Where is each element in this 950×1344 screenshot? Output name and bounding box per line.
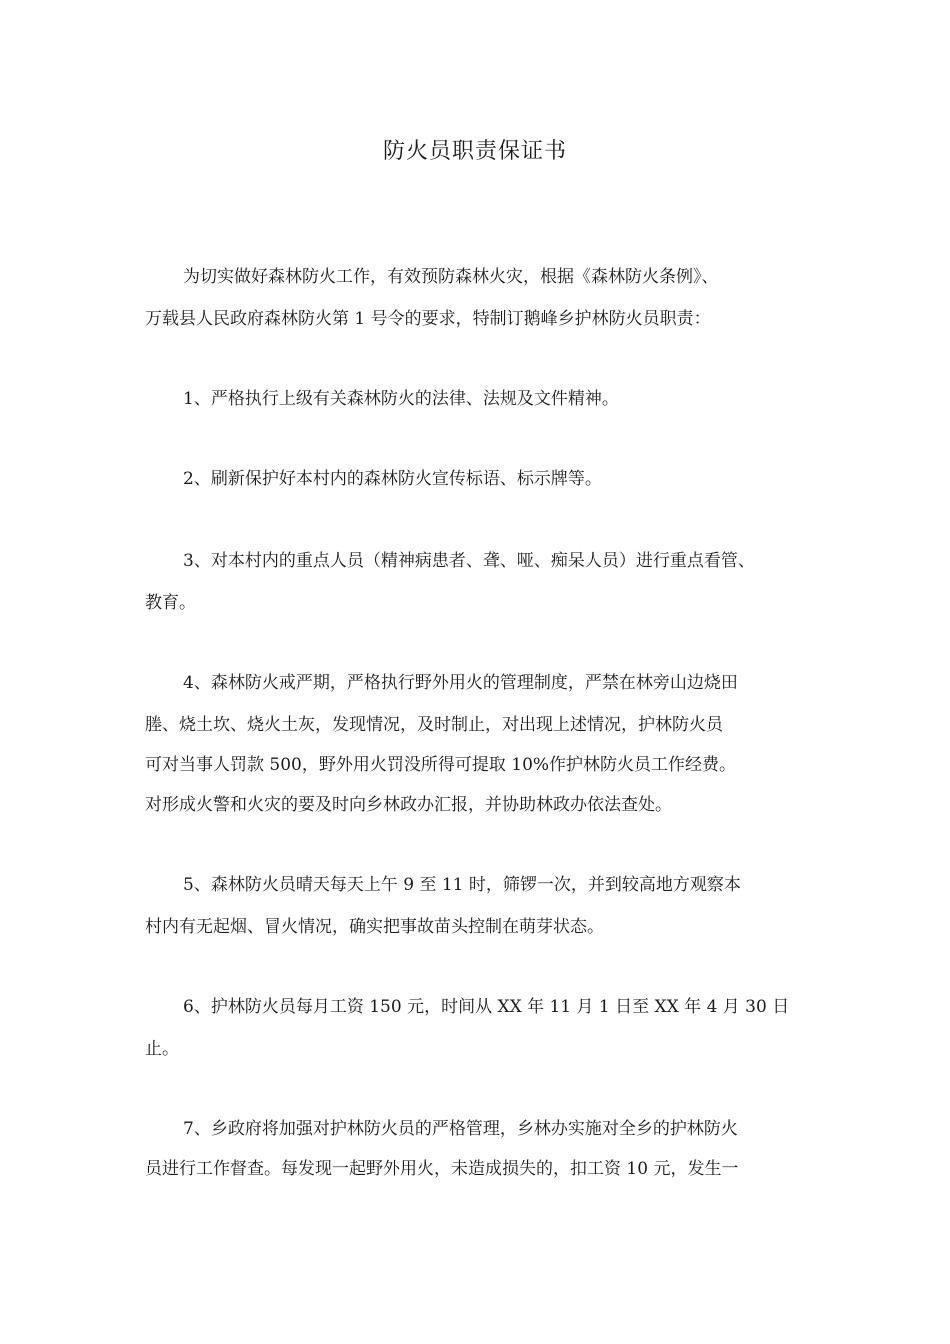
item-2-line-1: 2、刷新保护好本村内的森林防火宣传标语、标示牌等。 bbox=[183, 469, 602, 489]
item-7-line-1: 7、乡政府将加强对护林防火员的严格管理，乡林办实施对全乡的护林防火 bbox=[183, 1119, 738, 1139]
intro-line-1: 为切实做好森林防火工作，有效预防森林火灾，根据《森林防火条例》、 bbox=[183, 267, 719, 287]
item-6-line-2: 止。 bbox=[145, 1039, 179, 1059]
item-3-line-1: 3、对本村内的重点人员（精神病患者、聋、哑、痴呆人员）进行重点看管、 bbox=[183, 551, 755, 571]
intro-line-2: 万载县人民政府森林防火第 1 号令的要求，特制订鹅峰乡护林防火员职责： bbox=[145, 309, 711, 329]
document-title: 防火员职责保证书 bbox=[382, 139, 567, 164]
item-1-line-1: 1、严格执行上级有关森林防火的法律、法规及文件精神。 bbox=[183, 389, 619, 409]
item-3-line-2: 教育。 bbox=[145, 593, 196, 613]
item-4-line-4: 对形成火警和火灾的要及时向乡林政办汇报，并协助林政办依法查处。 bbox=[145, 795, 672, 815]
item-6-line-1: 6、护林防火员每月工资 150 元，时间从 XX 年 11 月 1 日至 XX 年 4 月 30 日 bbox=[183, 997, 790, 1017]
item-5-line-1: 5、森林防火员晴天每天上午 9 至 11 时，筛锣一次，并到较高地方观察本 bbox=[183, 875, 741, 895]
item-4-line-1: 4、森林防火戒严期，严格执行野外用火的管理制度，严禁在林旁山边烧田 bbox=[183, 673, 738, 693]
item-4-line-3: 可对当事人罚款 500，野外用火罚没所得可提取 10%作护林防火员工作经费。 bbox=[145, 755, 737, 775]
item-5-line-2: 村内有无起烟、冒火情况，确实把事故苗头控制在萌芽状态。 bbox=[145, 917, 604, 937]
item-4-line-2: 塍、烧土坎、烧火土灰，发现情况，及时制止，对出现上述情况，护林防火员 bbox=[145, 715, 723, 735]
item-7-line-2: 员进行工作督查。每发现一起野外用火，未造成损失的，扣工资 10 元，发生一 bbox=[145, 1159, 739, 1179]
